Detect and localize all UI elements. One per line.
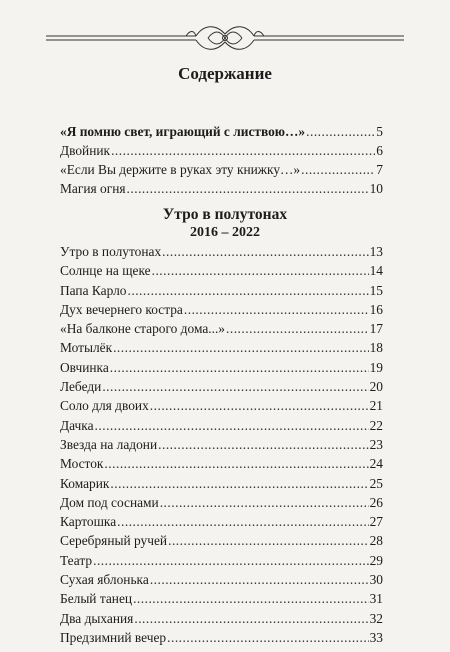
toc-entry[interactable] <box>60 474 383 493</box>
toc-entry-title: «Я помню свет, играющий с листвою…» <box>60 124 306 139</box>
dot-leader <box>152 261 369 280</box>
toc-entry[interactable] <box>60 179 383 198</box>
toc-entry-title: Соло для двоих <box>60 398 149 414</box>
toc-entry[interactable] <box>60 454 383 473</box>
toc-entry[interactable] <box>60 358 383 377</box>
toc-entry-title: Дух вечернего костра <box>60 301 183 317</box>
dot-leader <box>128 281 369 300</box>
toc-entry[interactable] <box>60 300 383 319</box>
toc-entry-title: Овчинка <box>60 359 109 375</box>
toc-entry-title: Дачка <box>60 417 94 433</box>
toc-entry-title: Театр <box>60 552 93 568</box>
dot-leader <box>306 122 375 141</box>
toc-entry-page: 5 <box>376 124 383 139</box>
toc-entry-page: 19 <box>369 359 383 375</box>
section-toc-list <box>60 242 383 647</box>
toc-entry-title: Звезда на ладони <box>60 436 158 452</box>
dot-leader <box>93 551 369 570</box>
dot-leader <box>162 242 368 261</box>
toc-entry-title: Магия огня <box>60 181 126 196</box>
toc-entry-title: Двойник <box>60 143 111 158</box>
toc-entry-page: 17 <box>369 321 383 337</box>
toc-entry-page: 27 <box>369 514 383 530</box>
toc-entry[interactable] <box>60 396 383 415</box>
toc-entry-title: Дом под соснами <box>60 494 159 510</box>
dot-leader <box>133 589 369 608</box>
toc-entry-title: Лебеди <box>60 379 102 395</box>
toc-entry[interactable] <box>60 338 383 357</box>
toc-entry-title: Два дыхания <box>60 610 134 626</box>
toc-entry-page: 10 <box>369 181 383 196</box>
dot-leader <box>168 531 369 550</box>
dot-leader <box>160 493 369 512</box>
toc-entry-page: 15 <box>369 282 383 298</box>
toc-entry[interactable] <box>60 609 383 628</box>
dot-leader <box>301 160 375 179</box>
toc-entry[interactable] <box>60 531 383 550</box>
section-years: 2016 – 2022 <box>190 225 260 240</box>
toc-entry-page: 16 <box>369 301 383 317</box>
dot-leader <box>167 628 368 647</box>
toc-entry-title: Солнце на щеке <box>60 263 151 279</box>
toc-entry-page: 20 <box>369 379 383 395</box>
toc-entry-page: 24 <box>369 456 383 472</box>
dot-leader <box>134 609 368 628</box>
toc-entry[interactable] <box>60 570 383 589</box>
toc-entry[interactable] <box>60 242 383 261</box>
decorative-ornament <box>46 22 404 52</box>
toc-entry[interactable] <box>60 122 383 141</box>
toc-entry-title: Картошка <box>60 514 117 530</box>
toc-entry-page: 22 <box>369 417 383 433</box>
dot-leader <box>110 474 368 493</box>
page-title: Содержание <box>178 64 272 83</box>
toc-entry-page: 31 <box>369 591 383 607</box>
toc-entry-title: Предзимний вечер <box>60 629 167 645</box>
toc-entry-title: «Если Вы держите в руках эту книжку…» <box>60 162 301 177</box>
toc-entry[interactable] <box>60 435 383 454</box>
intro-toc-list <box>60 122 383 198</box>
dot-leader <box>150 570 369 589</box>
dot-leader <box>102 377 368 396</box>
dot-leader <box>127 179 369 198</box>
toc-entry-title: Серебряный ручей <box>60 533 168 549</box>
toc-entry-page: 32 <box>369 610 383 626</box>
toc-entry-page: 28 <box>369 533 383 549</box>
toc-entry[interactable] <box>60 377 383 396</box>
toc-entry[interactable] <box>60 512 383 531</box>
toc-entry-page: 6 <box>376 143 383 158</box>
toc-entry-title: Мотылёк <box>60 340 113 356</box>
toc-entry[interactable] <box>60 141 383 160</box>
dot-leader <box>111 141 375 160</box>
toc-entry-title: Сухая яблонька <box>60 572 149 588</box>
dot-leader <box>113 338 369 357</box>
toc-entry[interactable] <box>60 493 383 512</box>
toc-entry[interactable] <box>60 281 383 300</box>
toc-entry-title: Комарик <box>60 475 110 491</box>
toc-entry-page: 33 <box>369 629 383 645</box>
dot-leader <box>226 319 369 338</box>
toc-entry-page: 23 <box>369 436 383 452</box>
section-title: Утро в полутонах <box>162 206 288 223</box>
toc-entry-page: 18 <box>369 340 383 356</box>
toc-entry-page: 25 <box>369 475 383 491</box>
toc-entry-title: «На балконе старого дома...» <box>60 321 226 337</box>
toc-entry[interactable] <box>60 319 383 338</box>
toc-entry[interactable] <box>60 589 383 608</box>
toc-entry-title: Утро в полутонах <box>60 244 162 259</box>
dot-leader <box>117 512 368 531</box>
toc-entry-page: 21 <box>369 398 383 414</box>
dot-leader <box>104 454 368 473</box>
toc-entry-page: 13 <box>369 244 383 259</box>
toc-entry-page: 26 <box>369 494 383 510</box>
toc-entry[interactable] <box>60 416 383 435</box>
toc-entry-title: Папа Карло <box>60 282 127 298</box>
toc-entry-page: 30 <box>369 572 383 588</box>
dot-leader <box>110 358 369 377</box>
toc-entry[interactable] <box>60 160 383 179</box>
toc-entry-page: 14 <box>369 263 383 279</box>
toc-entry-title: Белый танец <box>60 591 133 607</box>
dot-leader <box>184 300 369 319</box>
toc-entry-title: Мосток <box>60 456 104 472</box>
toc-entry[interactable] <box>60 551 383 570</box>
toc-entry-page: 7 <box>376 162 383 177</box>
dot-leader <box>150 396 369 415</box>
dot-leader <box>95 416 369 435</box>
toc-entry-page: 29 <box>369 552 383 568</box>
toc-entry[interactable] <box>60 628 383 647</box>
toc-entry[interactable] <box>60 261 383 280</box>
dot-leader <box>158 435 368 454</box>
